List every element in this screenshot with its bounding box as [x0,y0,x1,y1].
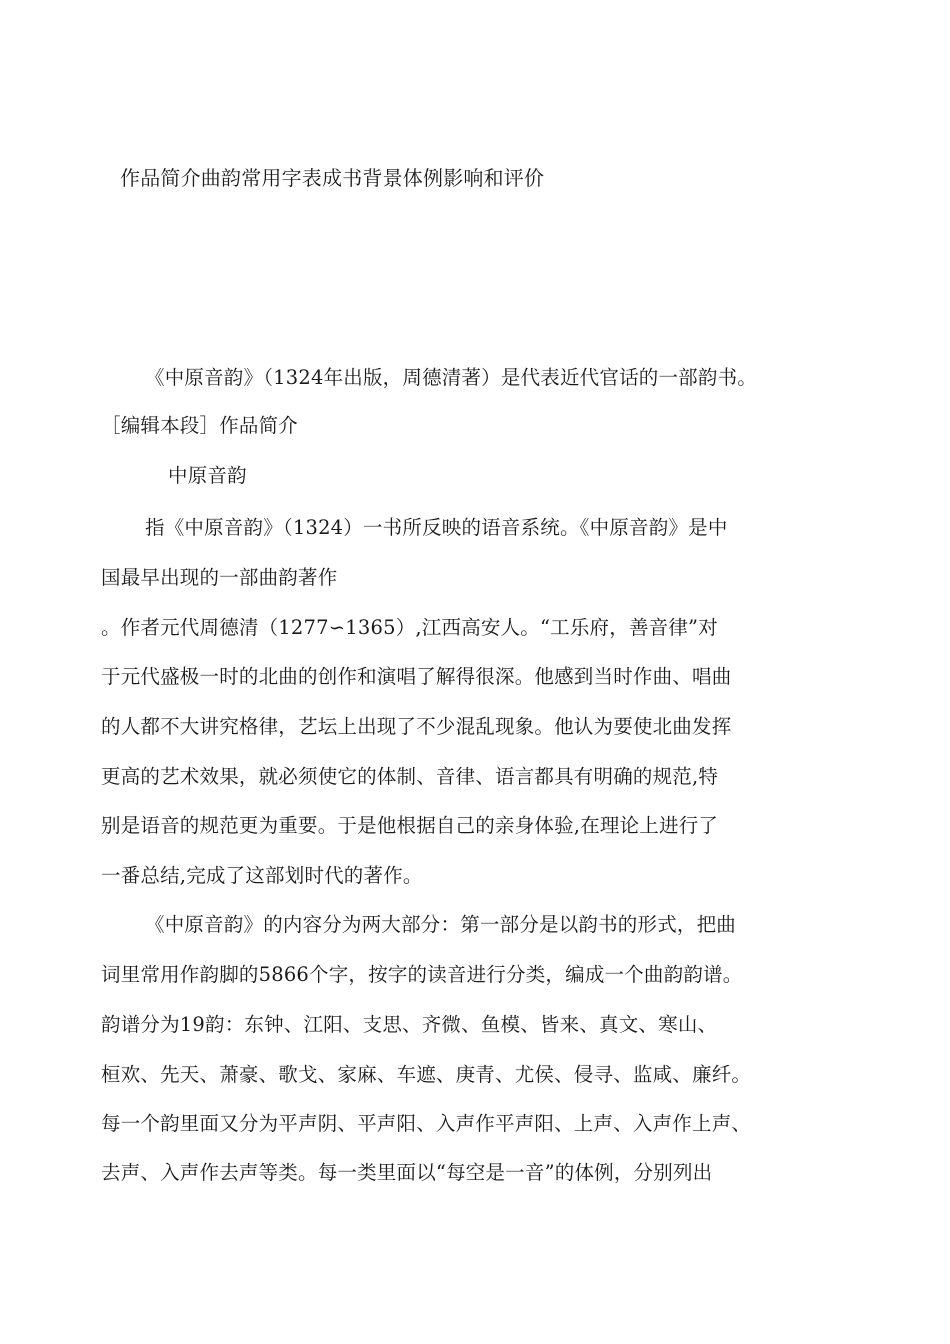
paragraph-line: 一番总结,完成了这部划时代的著作。 [101,864,423,887]
subheading: 中原音韵 [168,464,247,487]
document-title: 作品简介曲韵常用字表成书背景体例影响和评价 [120,166,545,190]
paragraph-line: 桓欢、先天、萧豪、歌戈、家麻、车遮、庚青、尤侯、侵寻、监咸、廉纤。 [101,1063,752,1086]
paragraph-line: 于元代盛极一时的北曲的创作和演唱了解得很深。他感到当时作曲、唱曲 [101,665,732,688]
section-heading: ［编辑本段］作品简介 [101,414,299,437]
paragraph-line: 《中原音韵》的内容分为两大部分：第一部分是以韵书的形式，把曲 [145,913,737,936]
paragraph-line: 国最早出现的一部曲韵著作 [101,566,338,589]
paragraph-line: 更高的艺术效果，就必须使它的体制、音律、语言都具有明确的规范,特 [101,765,719,788]
paragraph-line: 的人都不大讲究格律，艺坛上出现了不少混乱现象。他认为要使北曲发挥 [101,715,732,738]
intro-sentence: 《中原音韵》（1324年出版，周德清著）是代表近代官话的一部韵书。 [145,366,757,389]
paragraph-line: 去声、入声作去声等类。每一类里面以“每空是一音”的体例，分别列出 [101,1161,713,1184]
paragraph-line: 每一个韵里面又分为平声阴、平声阳、入声作平声阳、上声、入声作上声、 [101,1112,752,1135]
paragraph-line: 韵谱分为19韵：东钟、江阳、支思、齐微、鱼模、皆来、真文、寒山、 [101,1013,718,1036]
paragraph-line: 指《中原音韵》（1324）一书所反映的语音系统。《中原音韵》是中 [145,516,728,539]
paragraph-line: 词里常用作韵脚的5866个字，按字的读音进行分类，编成一个曲韵韵谱。 [101,963,743,986]
paragraph-line: 别是语音的规范更为重要。于是他根据自己的亲身体验,在理论上进行了 [101,814,719,837]
paragraph-line: 。作者元代周德清（1277∽1365）,江西高安人。“工乐府，善音律”对 [101,616,718,639]
